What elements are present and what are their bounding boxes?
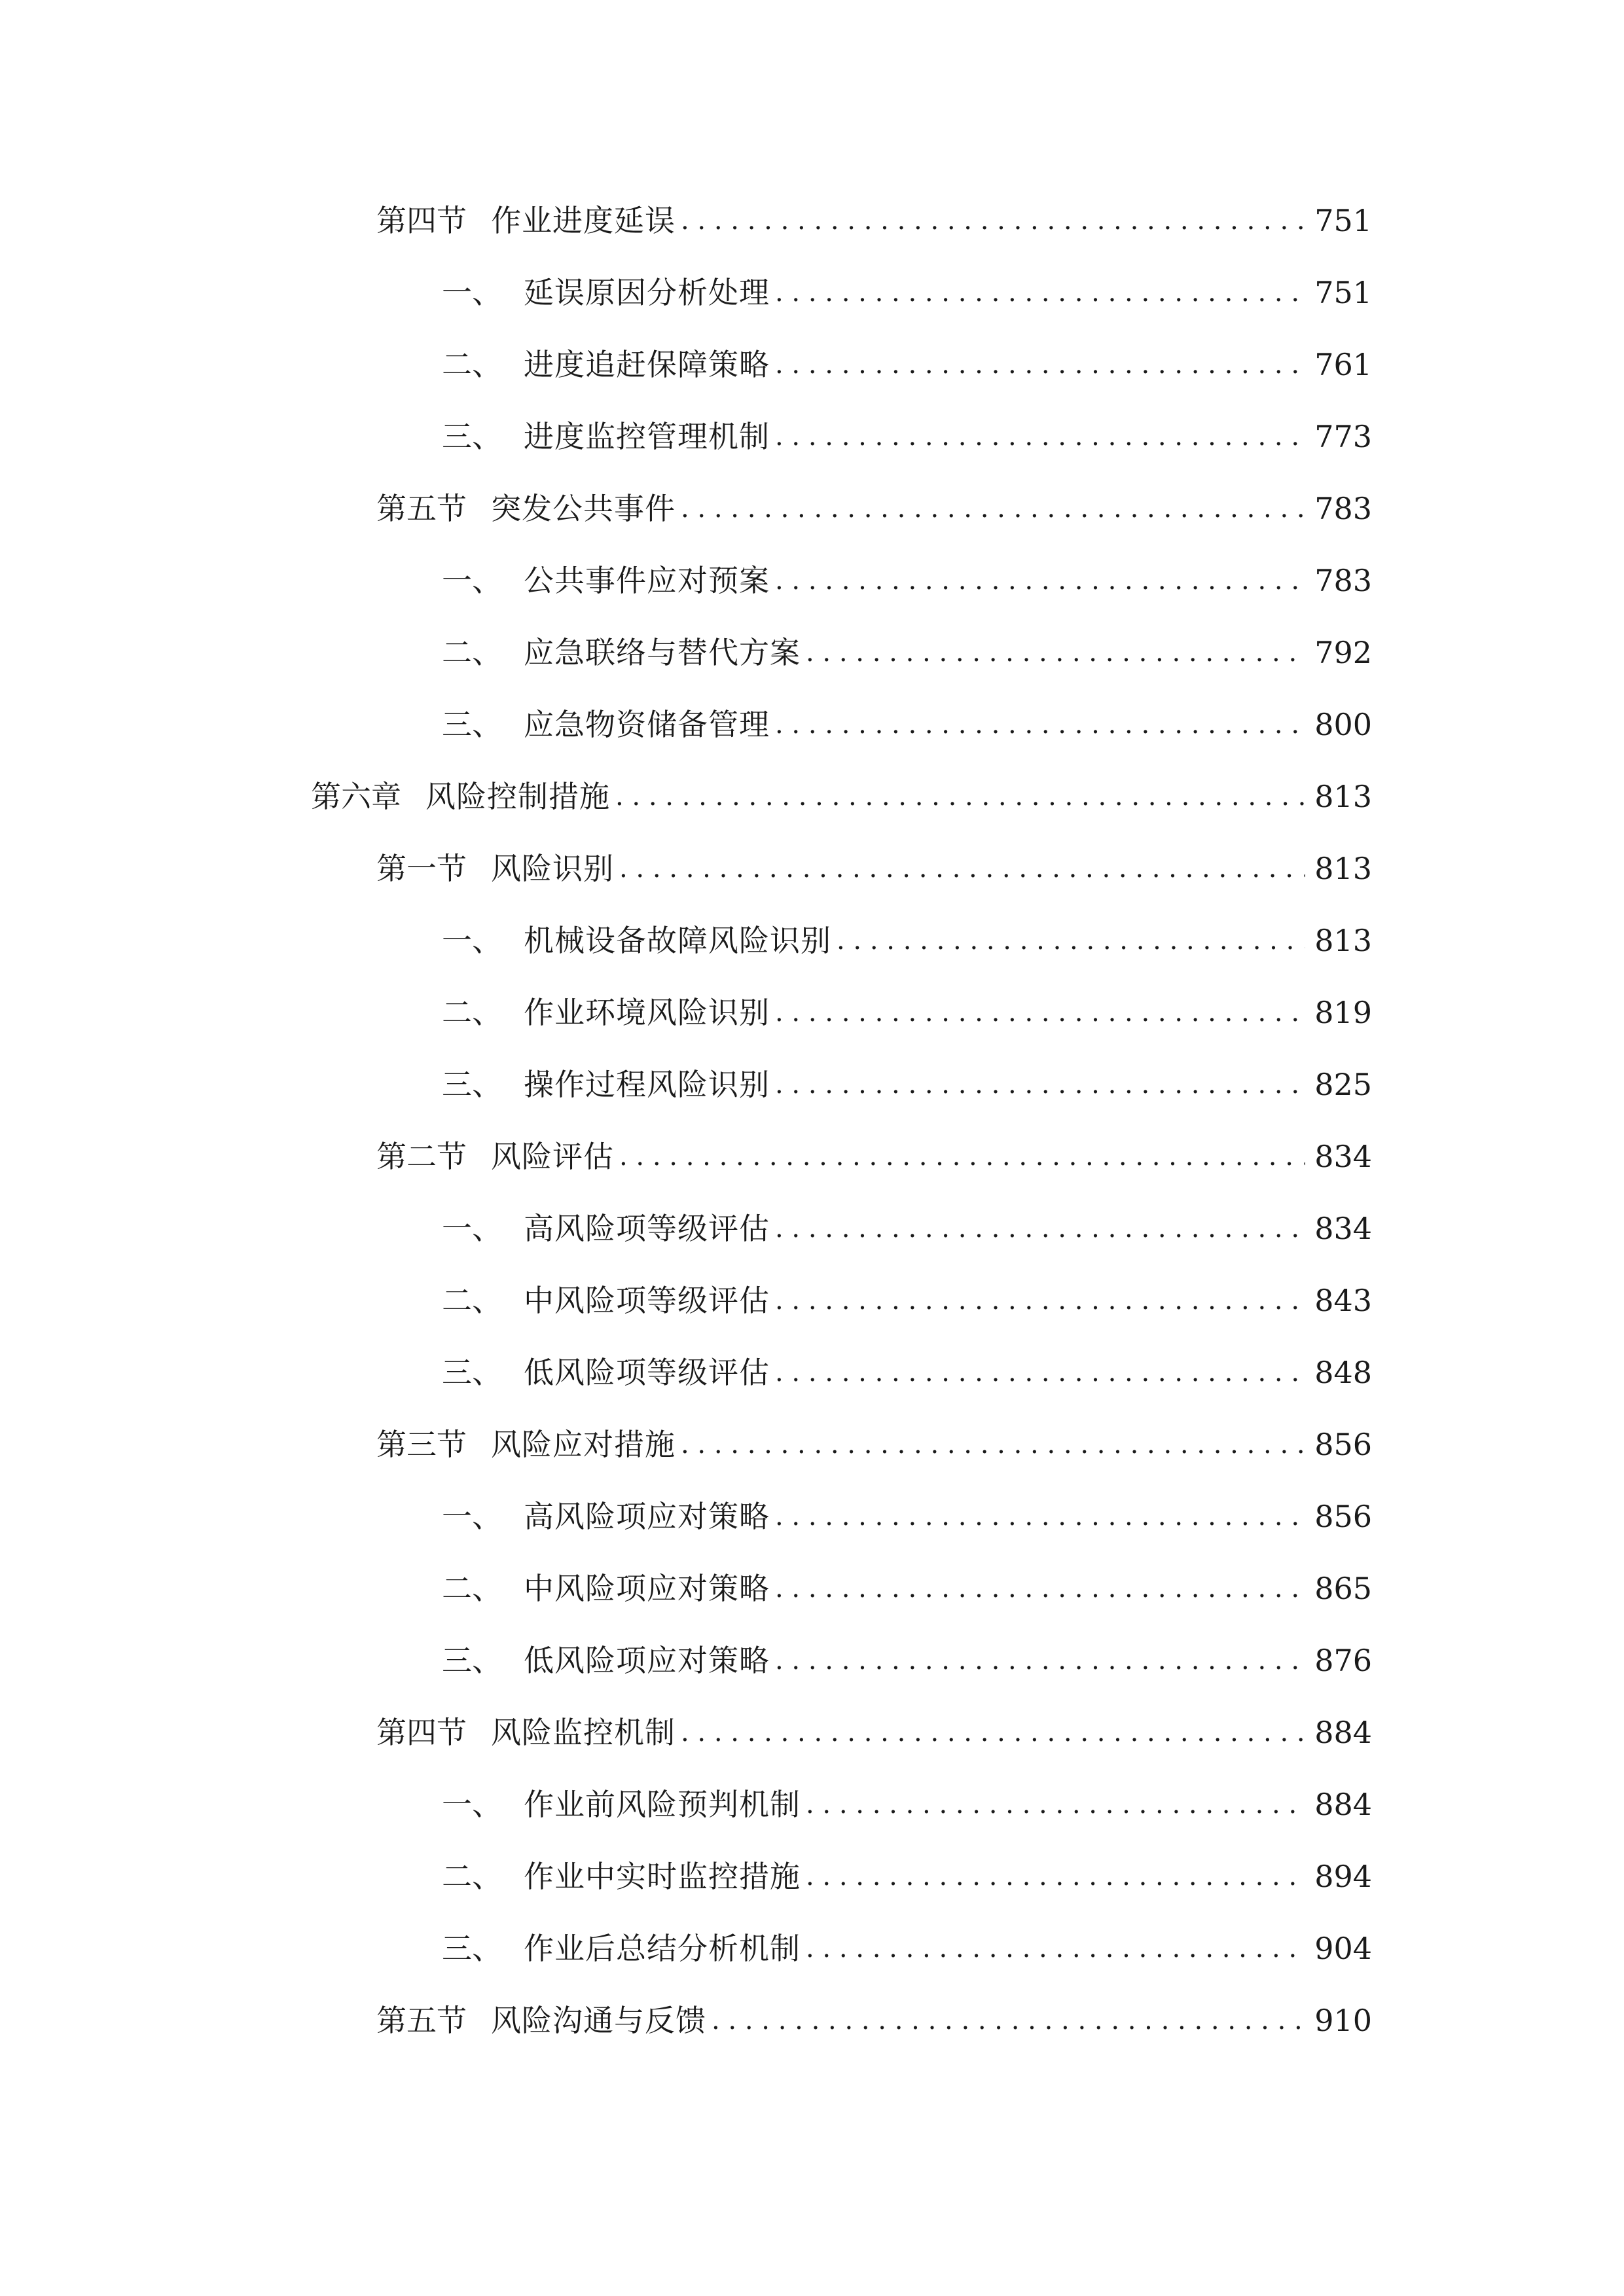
toc-entry[interactable] <box>442 914 1372 967</box>
toc-entry[interactable] <box>442 410 1372 463</box>
dot-leader <box>775 554 1305 607</box>
dot-leader <box>681 1418 1305 1471</box>
toc-entry-title: 应急联络与替代方案 <box>524 635 801 670</box>
toc-entry-number: 第五节 <box>376 491 467 526</box>
toc-entry-number: 一、 <box>442 923 502 958</box>
dot-leader <box>806 626 1305 679</box>
toc-entry-number: 三、 <box>442 419 502 454</box>
toc-entry-number: 二、 <box>442 635 502 670</box>
toc-entry-title: 延误原因分析处理 <box>524 275 770 310</box>
toc-entry-page: 813 <box>1314 851 1372 886</box>
toc-entry-page: 876 <box>1314 1643 1372 1678</box>
toc-entry-number: 第二节 <box>376 1139 467 1174</box>
toc-entry-page: 783 <box>1314 563 1372 598</box>
toc-entry-title: 中风险项等级评估 <box>524 1283 770 1318</box>
toc-entry-title: 公共事件应对预案 <box>524 563 770 598</box>
dot-leader <box>837 914 1305 967</box>
toc-entry-number: 第六章 <box>311 779 401 814</box>
toc-entry[interactable] <box>376 1994 1372 2047</box>
toc-entry-page: 894 <box>1314 1859 1372 1894</box>
toc-entry[interactable] <box>442 1922 1372 1975</box>
toc-entry-page: 813 <box>1314 779 1372 814</box>
dot-leader <box>775 1490 1305 1543</box>
toc-entry-page: 834 <box>1314 1211 1372 1246</box>
toc-entry[interactable] <box>376 842 1372 895</box>
dot-leader <box>681 482 1305 535</box>
toc-entry-title: 风险沟通与反馈 <box>491 2003 706 2038</box>
dot-leader <box>619 842 1305 895</box>
toc-entry-title: 进度监控管理机制 <box>524 419 770 454</box>
dot-leader <box>775 986 1305 1039</box>
toc-entry[interactable] <box>442 1634 1372 1687</box>
toc-entry-title: 突发公共事件 <box>491 491 676 526</box>
toc-entry-page: 884 <box>1314 1787 1372 1822</box>
toc-entry[interactable] <box>442 626 1372 679</box>
toc-entry-page: 800 <box>1314 707 1372 742</box>
dot-leader <box>615 770 1305 823</box>
toc-entry[interactable] <box>442 1058 1372 1111</box>
toc-entry-page: 910 <box>1314 2003 1372 2038</box>
toc-entry-number: 二、 <box>442 995 502 1030</box>
toc-entry-number: 二、 <box>442 1283 502 1318</box>
toc-entry-title: 风险应对措施 <box>491 1427 676 1462</box>
toc-entry[interactable] <box>442 1562 1372 1615</box>
toc-entry-page: 848 <box>1314 1355 1372 1390</box>
toc-entry-title: 中风险项应对策略 <box>524 1571 770 1606</box>
toc-entry[interactable] <box>442 1202 1372 1255</box>
toc-entry[interactable] <box>376 1418 1372 1471</box>
toc-entry[interactable] <box>442 554 1372 607</box>
toc-entry-title: 作业后总结分析机制 <box>524 1931 801 1966</box>
dot-leader <box>681 1706 1305 1759</box>
dot-leader <box>806 1850 1305 1903</box>
toc-entry-title: 作业进度延误 <box>491 203 676 238</box>
toc-entry[interactable] <box>376 1706 1372 1759</box>
toc-entry[interactable] <box>442 266 1372 319</box>
toc-entry-number: 一、 <box>442 563 502 598</box>
dot-leader <box>619 1130 1305 1183</box>
toc-entry-number: 三、 <box>442 1355 502 1390</box>
toc-entry[interactable] <box>442 698 1372 751</box>
toc-entry[interactable] <box>442 338 1372 391</box>
dot-leader <box>681 194 1305 247</box>
toc-entry-page: 843 <box>1314 1283 1372 1318</box>
toc-entry-page: 761 <box>1314 347 1372 382</box>
toc-entry-number: 三、 <box>442 707 502 742</box>
toc-entry-page: 884 <box>1314 1715 1372 1750</box>
dot-leader <box>806 1922 1305 1975</box>
toc-entry-number: 三、 <box>442 1931 502 1966</box>
toc-entry-number: 第四节 <box>376 203 467 238</box>
toc-entry-number: 三、 <box>442 1067 502 1102</box>
toc-entry[interactable] <box>442 1778 1372 1831</box>
dot-leader <box>775 1562 1305 1615</box>
toc-entry[interactable] <box>376 194 1372 247</box>
dot-leader <box>775 266 1305 319</box>
toc-entry-page: 751 <box>1314 203 1372 238</box>
toc-entry[interactable] <box>376 1130 1372 1183</box>
toc-entry-number: 二、 <box>442 1571 502 1606</box>
toc-entry-number: 一、 <box>442 275 502 310</box>
toc-entry-title: 风险控制措施 <box>425 779 610 814</box>
toc-entry[interactable] <box>311 770 1372 823</box>
toc-entry[interactable] <box>442 1274 1372 1327</box>
toc-entry-title: 应急物资储备管理 <box>524 707 770 742</box>
toc-entry-page: 865 <box>1314 1571 1372 1606</box>
toc-entry-title: 风险识别 <box>491 851 614 886</box>
dot-leader <box>775 1058 1305 1111</box>
toc-entry-number: 一、 <box>442 1499 502 1534</box>
toc-entry-page: 783 <box>1314 491 1372 526</box>
dot-leader <box>775 338 1305 391</box>
toc-entry-title: 作业环境风险识别 <box>524 995 770 1030</box>
toc-entry-title: 作业前风险预判机制 <box>524 1787 801 1822</box>
toc-entry-title: 低风险项应对策略 <box>524 1643 770 1678</box>
toc-entry-title: 风险监控机制 <box>491 1715 676 1750</box>
dot-leader <box>775 1274 1305 1327</box>
toc-entry-title: 机械设备故障风险识别 <box>524 923 831 958</box>
toc-entry-page: 856 <box>1314 1427 1372 1462</box>
dot-leader <box>775 1634 1305 1687</box>
toc-entry-page: 813 <box>1314 923 1372 958</box>
dot-leader <box>775 410 1305 463</box>
toc-entry-title: 高风险项应对策略 <box>524 1499 770 1534</box>
toc-entry-number: 二、 <box>442 347 502 382</box>
toc-entry-title: 风险评估 <box>491 1139 614 1174</box>
toc-entry-title: 作业中实时监控措施 <box>524 1859 801 1894</box>
toc-entry-number: 一、 <box>442 1211 502 1246</box>
toc-entry-page: 792 <box>1314 635 1372 670</box>
toc-entry-number: 三、 <box>442 1643 502 1678</box>
dot-leader <box>775 698 1305 751</box>
toc-entry-page: 904 <box>1314 1931 1372 1966</box>
dot-leader <box>775 1202 1305 1255</box>
toc-entry[interactable] <box>442 1346 1372 1399</box>
dot-leader <box>806 1778 1305 1831</box>
toc-entry-page: 856 <box>1314 1499 1372 1534</box>
toc-entry[interactable] <box>376 482 1372 535</box>
toc-entry-number: 第四节 <box>376 1715 467 1750</box>
toc-entry[interactable] <box>442 1850 1372 1903</box>
dot-leader <box>775 1346 1305 1399</box>
toc-entry-title: 高风险项等级评估 <box>524 1211 770 1246</box>
toc-entry-page: 834 <box>1314 1139 1372 1174</box>
toc-entry-page: 751 <box>1314 275 1372 310</box>
toc-entry-title: 操作过程风险识别 <box>524 1067 770 1102</box>
dot-leader <box>712 1994 1305 2047</box>
toc-entry-title: 低风险项等级评估 <box>524 1355 770 1390</box>
toc-entry-title: 进度追赶保障策略 <box>524 347 770 382</box>
toc-entry-number: 一、 <box>442 1787 502 1822</box>
toc-entry-number: 第三节 <box>376 1427 467 1462</box>
toc-entry-number: 第一节 <box>376 851 467 886</box>
toc-entry-page: 819 <box>1314 995 1372 1030</box>
toc-entry[interactable] <box>442 1490 1372 1543</box>
toc-entry[interactable] <box>442 986 1372 1039</box>
toc-entry-page: 773 <box>1314 419 1372 454</box>
toc-entry-number: 二、 <box>442 1859 502 1894</box>
toc-entry-page: 825 <box>1314 1067 1372 1102</box>
toc-entry-number: 第五节 <box>376 2003 467 2038</box>
